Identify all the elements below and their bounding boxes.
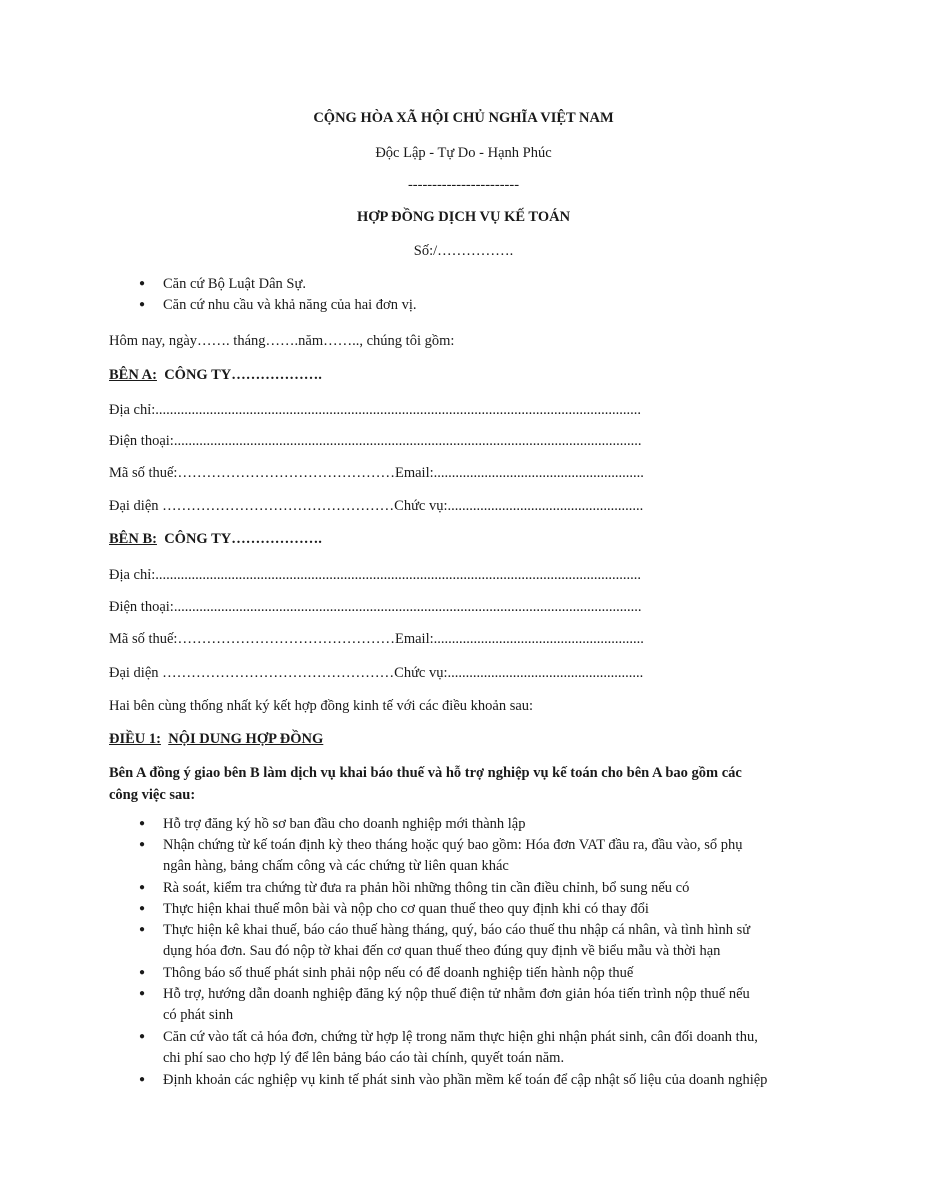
bullet-icon: ● <box>139 924 146 935</box>
party-b-tax-email: Mã số thuế:………………………………………Email:.......................................................... <box>109 631 644 647</box>
party-a-heading <box>109 366 322 384</box>
party-b-representative: Đại diện …………………………………………Chức vụ:...................................................... <box>109 665 644 681</box>
party-b-heading <box>109 530 322 548</box>
party-a-company: CÔNG TY………………. <box>164 367 322 383</box>
article-1-item-line: Căn cứ vào tất cả hóa đơn, chứng từ hợp lệ trong năm thực hiện ghi nhận phát sinh, cân đối doanh thu, <box>163 1029 758 1045</box>
country-heading: CỘNG HÒA XÃ HỘI CHỦ NGHĨA VIỆT NAM <box>313 110 614 126</box>
bullet-icon: ● <box>139 278 146 289</box>
bullet-icon: ● <box>139 299 146 310</box>
article-1-lead-line-2: công việc sau: <box>109 787 196 803</box>
bullet-icon: ● <box>139 967 146 978</box>
article-1-lead-line-1: Bên A đồng ý giao bên B làm dịch vụ khai báo thuế và hỗ trợ nghiệp vụ kế toán cho bên A bao gồm các <box>109 765 742 781</box>
contract-title: HỢP ĐỒNG DỊCH VỤ KẾ TOÁN <box>356 209 571 225</box>
bullet-icon: ● <box>139 1031 146 1042</box>
legal-basis-item: Căn cứ Bộ Luật Dân Sự. <box>163 276 306 292</box>
intro-line: Hôm nay, ngày……. tháng…….năm…….., chúng tôi gồm: <box>109 333 455 349</box>
article-1-item-line: Nhận chứng từ kế toán định kỳ theo tháng hoặc quý bao gồm: Hóa đơn VAT đầu ra, đầu vào, sổ phụ <box>163 837 743 853</box>
article-1-item-line: ngân hàng, bảng chấm công và các chứng từ liên quan khác <box>163 858 509 874</box>
bullet-icon: ● <box>139 1074 146 1085</box>
article-1-item-line: Thực hiện kê khai thuế, báo cáo thuế hàng tháng, quý, báo cáo thuế thu nhập cá nhân, và tình hình sử <box>163 922 751 938</box>
agreement-line: Hai bên cùng thống nhất ký kết hợp đồng kinh tế với các điều khoản sau: <box>109 698 534 714</box>
article-1-item-line: Rà soát, kiểm tra chứng từ đưa ra phản hồi những thông tin cần điều chỉnh, bổ sung nếu có <box>163 880 690 896</box>
article-1-title: NỘI DUNG HỢP ĐỒNG <box>168 731 324 747</box>
party-b-company: CÔNG TY………………. <box>164 531 322 547</box>
party-a-phone: Điện thoại:................................................................................................................................. <box>109 433 642 449</box>
bullet-icon: ● <box>139 903 146 914</box>
party-b-label: BÊN B: <box>109 531 157 547</box>
article-1-item-line: Thực hiện khai thuế môn bài và nộp cho cơ quan thuế theo quy định khi có thay đổi <box>163 901 649 917</box>
party-a-representative: Đại diện …………………………………………Chức vụ:...................................................... <box>109 498 644 514</box>
contract-number: Số:/……………. <box>413 243 514 259</box>
article-1-item-line: Hỗ trợ, hướng dẫn doanh nghiệp đăng ký nộp thuế điện tử nhằm đơn giản hóa tiến trình nộp thuế nếu <box>163 986 750 1002</box>
party-a-label: BÊN A: <box>109 367 157 383</box>
party-b-phone: Điện thoại:................................................................................................................................. <box>109 599 642 615</box>
bullet-icon: ● <box>139 882 146 893</box>
party-a-tax-email: Mã số thuế:………………………………………Email:.......................................................... <box>109 465 644 481</box>
legal-basis-item: Căn cứ nhu cầu và khả năng của hai đơn vị. <box>163 297 417 313</box>
article-1-item-line: chi phí sao cho hợp lý để lên bảng báo cáo tài chính, quyết toán năm. <box>163 1050 565 1066</box>
header-separator: ----------------------- <box>407 177 520 193</box>
article-1-item-line: Thông báo số thuế phát sinh phải nộp nếu có để doanh nghiệp tiến hành nộp thuế <box>163 965 634 981</box>
bullet-icon: ● <box>139 839 146 850</box>
article-1-heading <box>109 730 323 748</box>
article-1-item-line: dụng hóa đơn. Sau đó nộp tờ khai đến cơ quan thuế theo đúng quy định về biểu mẫu và thời hạn <box>163 943 721 959</box>
article-1-item-line: Định khoản các nghiệp vụ kinh tế phát sinh vào phần mềm kế toán để cập nhật số liệu của doanh nghiệp <box>163 1072 768 1088</box>
party-b-address: Địa chỉ:...................................................................................................................................... <box>109 567 642 583</box>
party-a-address: Địa chỉ:...................................................................................................................................... <box>109 402 642 418</box>
bullet-icon: ● <box>139 988 146 999</box>
article-1-label: ĐIỀU 1: <box>109 731 161 747</box>
national-motto: Độc Lập - Tự Do - Hạnh Phúc <box>375 145 552 161</box>
article-1-item-line: Hỗ trợ đăng ký hồ sơ ban đầu cho doanh nghiệp mới thành lập <box>163 816 526 832</box>
bullet-icon: ● <box>139 818 146 829</box>
article-1-item-line: có phát sinh <box>163 1007 234 1023</box>
